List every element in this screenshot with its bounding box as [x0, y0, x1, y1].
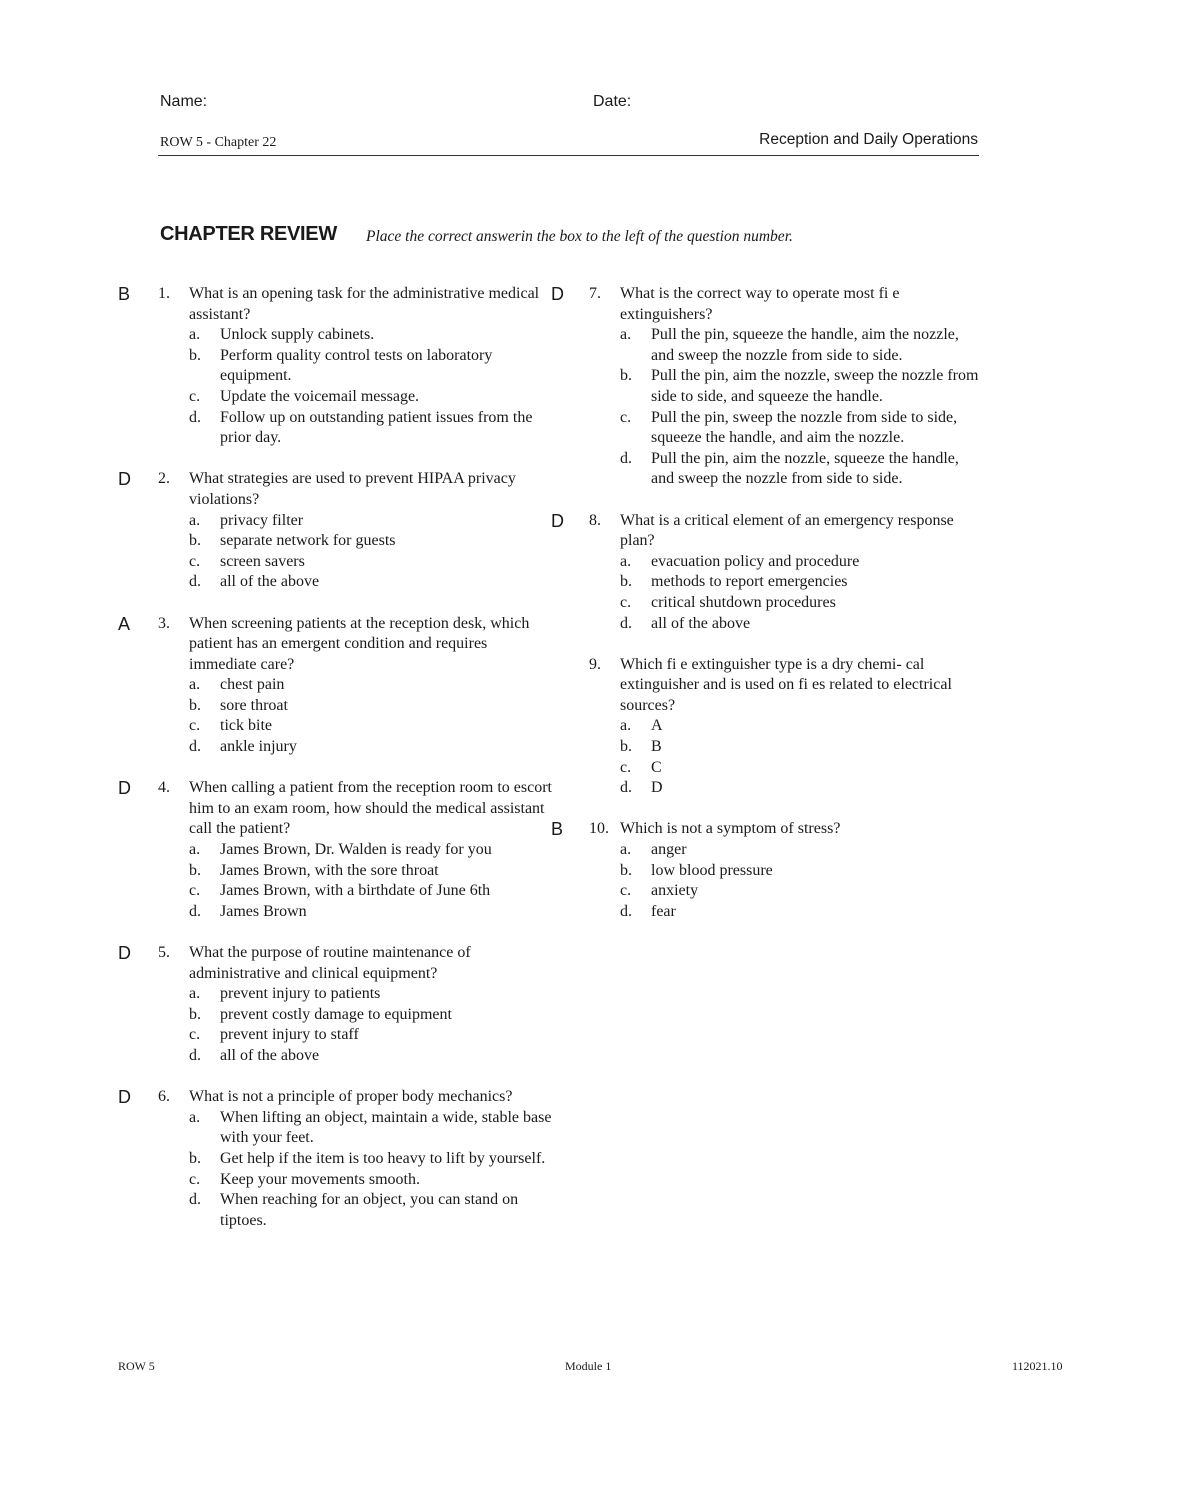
- answer-option: [118, 1046, 558, 1067]
- answer-option: [118, 902, 558, 923]
- answer-option: [551, 861, 981, 882]
- question-number: 9.: [589, 655, 601, 673]
- chapter-title: ROW 5 - Chapter 22: [160, 135, 277, 150]
- option-letter: b.: [189, 696, 201, 714]
- answer-option: [118, 1190, 558, 1231]
- answer-option: [118, 675, 558, 696]
- option-text: methods to report emergencies: [651, 573, 848, 591]
- question-stem: What is not a principle of proper body mechanics?: [189, 1088, 513, 1106]
- option-text: Pull the pin, aim the nozzle, sweep the nozzle from side to side, and squeeze the handle.: [651, 367, 979, 405]
- question-stem: Which fi e extinguisher type is a dry chemi- cal extinguisher and is used on fi es related to electrical sources?: [620, 655, 952, 714]
- option-letter: c.: [189, 717, 201, 735]
- option-letter: a.: [620, 841, 632, 859]
- answer-option: [551, 325, 981, 366]
- option-text: prevent injury to patients: [220, 985, 381, 1003]
- footer-center: Module 1: [565, 1359, 612, 1373]
- option-letter: d.: [620, 779, 632, 797]
- option-letter: c.: [620, 758, 632, 776]
- answer-box[interactable]: D: [118, 1087, 131, 1108]
- option-text: low blood pressure: [651, 861, 773, 879]
- question-8: [551, 511, 981, 635]
- answer-option: [118, 716, 558, 737]
- answer-option: [118, 572, 558, 593]
- answer-box[interactable]: A: [118, 613, 131, 634]
- question-stem: What the purpose of routine maintenance of administrative and clinical equipment?: [189, 944, 471, 982]
- option-letter: d.: [189, 573, 201, 591]
- question-stem: What is an opening task for the administrative medical assistant?: [189, 285, 540, 323]
- option-letter: b.: [189, 346, 201, 364]
- answer-option: [118, 840, 558, 861]
- answer-option: [118, 861, 558, 882]
- option-text: C: [651, 758, 662, 776]
- option-text: When lifting an object, maintain a wide, stable base with your feet.: [220, 1108, 552, 1147]
- answer-option: [551, 449, 981, 490]
- option-text: Pull the pin, sweep the nozzle from side to side, squeeze the handle, and aim the nozzle.: [651, 408, 958, 447]
- section-title: Reception and Daily Operations: [759, 131, 978, 148]
- answer-option: [118, 531, 558, 552]
- option-text: evacuation policy and procedure: [651, 552, 860, 570]
- question-stem: What is a critical element of an emergency response plan?: [620, 511, 954, 550]
- footer-right: 112021.10: [1012, 1359, 1063, 1373]
- answer-option: [118, 325, 558, 346]
- answer-option: [551, 840, 981, 861]
- option-letter: a.: [189, 511, 201, 529]
- answer-box[interactable]: D: [551, 284, 564, 304]
- option-letter: b.: [620, 861, 632, 879]
- answer-option: [551, 366, 981, 407]
- answer-option: [551, 758, 981, 779]
- option-letter: a.: [189, 985, 201, 1003]
- option-letter: d.: [620, 902, 632, 920]
- option-text: When reaching for an object, you can stand on tiptoes.: [220, 1191, 519, 1229]
- answer-option: [118, 696, 558, 717]
- questions-left-column: [118, 284, 558, 1252]
- answer-box[interactable]: D: [118, 943, 131, 963]
- question-9: [551, 655, 981, 799]
- option-letter: d.: [189, 902, 201, 920]
- answer-box[interactable]: B: [551, 819, 564, 840]
- option-letter: a.: [189, 841, 201, 859]
- answer-option: [118, 408, 558, 449]
- answer-option: [118, 511, 558, 532]
- question-3: [118, 614, 558, 758]
- question-number: 1.: [158, 285, 170, 302]
- answer-option: [118, 1005, 558, 1026]
- option-text: critical shutdown procedures: [651, 593, 836, 611]
- option-letter: c.: [189, 1170, 201, 1188]
- question-stem: What is the correct way to operate most fi e extinguishers?: [620, 285, 900, 323]
- answer-option: [551, 614, 981, 635]
- header-divider: [158, 155, 979, 156]
- answer-option: [118, 737, 558, 758]
- question-7: [551, 284, 981, 490]
- review-title: CHAPTER REVIEW: [160, 223, 337, 245]
- question-number: 5.: [158, 944, 170, 961]
- answer-option: [118, 984, 558, 1005]
- question-number: 7.: [589, 285, 601, 302]
- question-stem: What strategies are used to prevent HIPAA privacy violations?: [189, 470, 516, 508]
- answer-box[interactable]: B: [118, 284, 131, 304]
- option-letter: c.: [189, 552, 201, 570]
- questions-right-column: [551, 284, 981, 943]
- option-letter: a.: [189, 326, 201, 344]
- option-text: Follow up on outstanding patient issues from the prior day.: [220, 408, 533, 447]
- option-text: all of the above: [651, 614, 751, 632]
- option-letter: b.: [189, 532, 201, 550]
- option-text: prevent costly damage to equipment: [220, 1005, 452, 1023]
- answer-option: [551, 902, 981, 923]
- footer-left: ROW 5: [118, 1359, 155, 1373]
- option-letter: c.: [189, 1026, 201, 1044]
- question-number: 2.: [158, 470, 170, 488]
- option-text: separate network for guests: [220, 532, 396, 550]
- option-text: sore throat: [220, 696, 288, 714]
- answer-option: [118, 1025, 558, 1046]
- option-letter: b.: [620, 738, 632, 756]
- option-text: all of the above: [220, 1046, 320, 1064]
- option-letter: b.: [189, 1005, 201, 1023]
- question-5: [118, 943, 558, 1067]
- option-letter: b.: [189, 1149, 201, 1167]
- option-letter: b.: [620, 367, 632, 385]
- question-2: [118, 469, 558, 593]
- option-text: prevent injury to staff: [220, 1026, 359, 1044]
- answer-option: [118, 387, 558, 408]
- question-number: 6.: [158, 1088, 170, 1106]
- option-text: tick bite: [220, 717, 272, 735]
- option-text: chest pain: [220, 676, 285, 694]
- question-stem: Which is not a symptom of stress?: [620, 820, 841, 838]
- option-text: Keep your movements smooth.: [220, 1170, 420, 1188]
- answer-box[interactable]: D: [118, 778, 131, 799]
- answer-option: [551, 408, 981, 449]
- question-number: 10.: [589, 820, 609, 838]
- option-letter: c.: [189, 387, 201, 405]
- question-number: 3.: [158, 614, 170, 632]
- option-text: Unlock supply cabinets.: [220, 326, 375, 344]
- option-letter: c.: [189, 882, 201, 900]
- option-letter: d.: [189, 408, 201, 426]
- option-text: Update the voicemail message.: [220, 387, 420, 405]
- answer-option: [551, 881, 981, 902]
- answer-option: [551, 737, 981, 758]
- option-text: James Brown, Dr. Walden is ready for you: [220, 841, 492, 859]
- option-text: B: [651, 738, 662, 756]
- option-letter: c.: [620, 882, 632, 900]
- option-text: James Brown, with the sore throat: [220, 861, 439, 879]
- review-instructions: Place the correct answerin the box to the left of the question number.: [366, 228, 793, 245]
- option-text: Perform quality control tests on laboratory equipment.: [220, 346, 493, 385]
- name-label: Name:: [160, 93, 208, 110]
- option-text: privacy filter: [220, 511, 304, 529]
- answer-option: [118, 552, 558, 573]
- answer-option: [118, 346, 558, 387]
- option-text: James Brown, with a birthdate of June 6th: [220, 882, 491, 900]
- option-letter: a.: [620, 717, 632, 735]
- answer-option: [118, 1170, 558, 1191]
- option-text: anxiety: [651, 882, 699, 900]
- question-10: [551, 819, 981, 922]
- question-6: [118, 1087, 558, 1231]
- option-letter: b.: [620, 573, 632, 591]
- answer-option: [118, 1108, 558, 1149]
- option-text: Get help if the item is too heavy to lift by yourself.: [220, 1149, 546, 1167]
- answer-option: [118, 881, 558, 902]
- answer-option: [551, 552, 981, 573]
- option-text: ankle injury: [220, 738, 297, 756]
- option-letter: a.: [620, 552, 632, 570]
- option-text: James Brown: [220, 902, 307, 920]
- answer-option: [551, 572, 981, 593]
- answer-option: [551, 593, 981, 614]
- option-letter: b.: [189, 861, 201, 879]
- option-letter: a.: [189, 1108, 201, 1126]
- date-label: Date:: [593, 93, 632, 110]
- question-4: [118, 778, 558, 922]
- question-number: 8.: [589, 511, 601, 529]
- option-text: A: [651, 717, 663, 735]
- question-stem: When calling a patient from the reception room to escort him to an exam room, how should the medical assistant call the patient?: [189, 779, 552, 838]
- question-1: [118, 284, 558, 449]
- option-text: all of the above: [220, 573, 320, 591]
- option-text: anger: [651, 841, 687, 859]
- question-stem: When screening patients at the reception desk, which patient has an emergent condition and requires immediate care?: [189, 614, 530, 673]
- option-text: D: [651, 779, 663, 797]
- option-letter: d.: [620, 449, 632, 467]
- answer-option: [551, 716, 981, 737]
- option-letter: c.: [620, 593, 632, 611]
- question-number: 4.: [158, 779, 170, 797]
- answer-box[interactable]: D: [551, 510, 564, 531]
- option-text: fear: [651, 902, 676, 920]
- option-letter: d.: [620, 614, 632, 632]
- option-letter: c.: [620, 408, 632, 426]
- option-text: screen savers: [220, 552, 305, 570]
- option-letter: a.: [620, 326, 632, 344]
- answer-option: [118, 1149, 558, 1170]
- answer-box[interactable]: D: [118, 469, 131, 490]
- option-letter: d.: [189, 738, 201, 756]
- answer-option: [551, 778, 981, 799]
- option-letter: a.: [189, 676, 201, 694]
- option-text: Pull the pin, squeeze the handle, aim the nozzle, and sweep the nozzle from side to side.: [651, 326, 959, 364]
- option-letter: d.: [189, 1191, 201, 1209]
- option-letter: d.: [189, 1046, 201, 1064]
- option-text: Pull the pin, aim the nozzle, squeeze the handle, and sweep the nozzle from side to side.: [651, 449, 959, 488]
